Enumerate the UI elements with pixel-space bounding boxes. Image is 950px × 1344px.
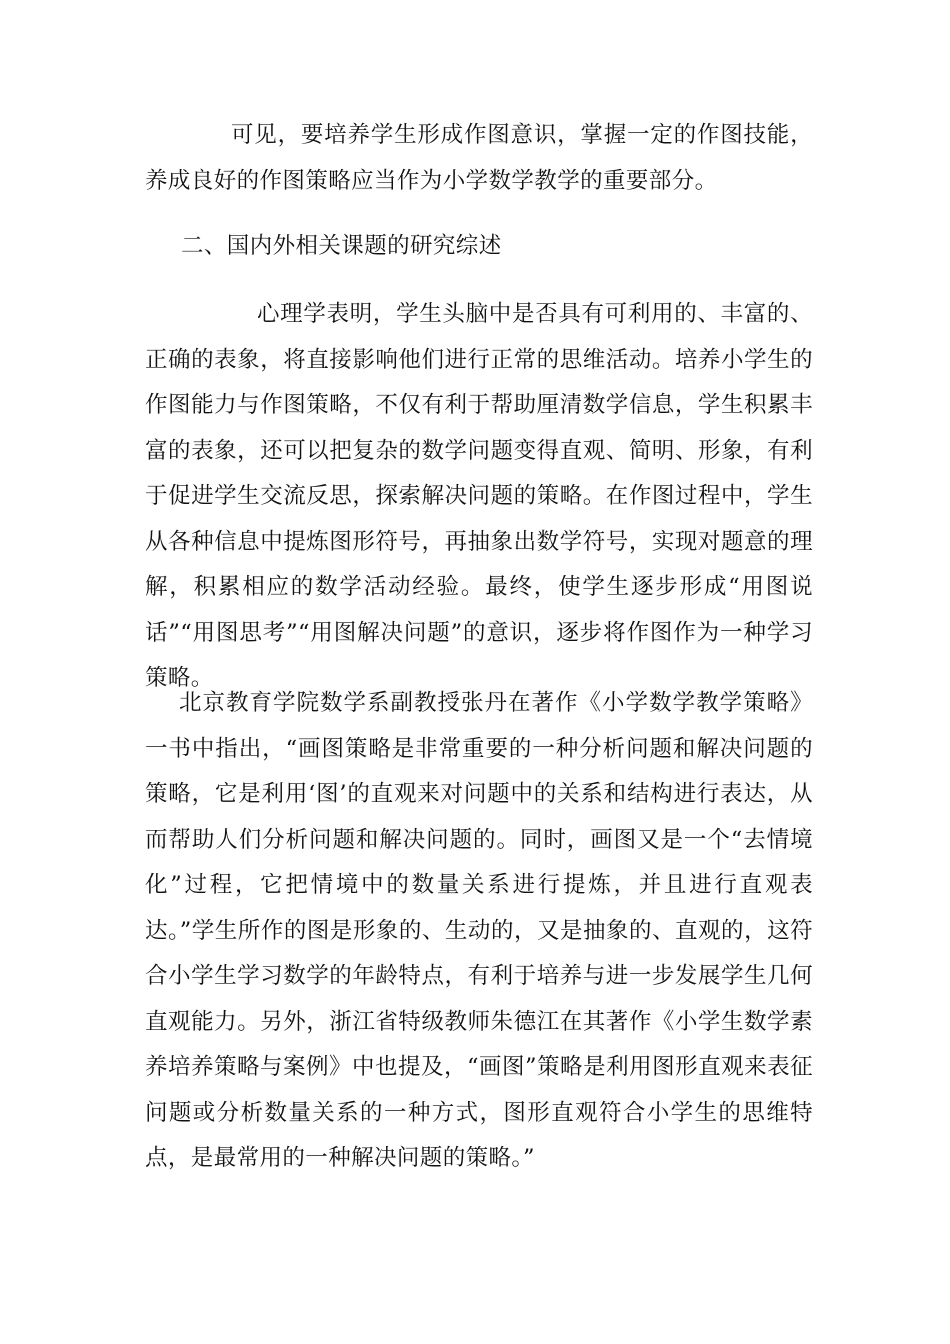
section-heading: 二、国内外相关课题的研究综述 <box>181 233 502 259</box>
paragraph-literature-review: 北京教育学院数学系副教授张丹在著作《小学数学教学策略》一书中指出，“画图策略是非常重要的一种分析问题和解决问题的策略，它是利用‘图’的直观来对问题中的关系和结构进行表达，从而帮助人们分析问题和解决问题的。同时，画图又是一个“去情境化”过程，它把情境中的数量关系进行提炼，并且进行直观表达。”学生所作的图是形象的、生动的，又是抽象的、直观的，这符合小学生学习数学的年龄特点，有利于培养与进一步发展学生几何直观能力。另外，浙江省特级教师朱德江在其著作《小学生数学素养培养策略与案例》中也提及，“画图”策略是利用图形直观来表征问题或分析数量关系的一种方式，图形直观符合小学生的思维特点，是最常用的一种解决问题的策略。” <box>145 690 813 1171</box>
paragraph-conclusion: 可见，要培养学生形成作图意识，掌握一定的作图技能，养成良好的作图策略应当作为小学数学教学的重要部分。 <box>145 122 813 194</box>
paragraph-psychology: 心理学表明，学生头脑中是否具有可利用的、丰富的、正确的表象，将直接影响他们进行正常的思维活动。培养小学生的作图能力与作图策略，不仅有利于帮助厘清数学信息，学生积累丰富的表象，还可以把复杂的数学问题变得直观、简明、形象，有利于促进学生交流反思，探索解决问题的策略。在作图过程中，学生从各种信息中提炼图形符号，再抽象出数学符号，实现对题意的理解，积累相应的数学活动经验。最终，使学生逐步形成“用图说话”“用图思考”“用图解决问题”的意识，逐步将作图作为一种学习策略。 <box>145 301 813 691</box>
